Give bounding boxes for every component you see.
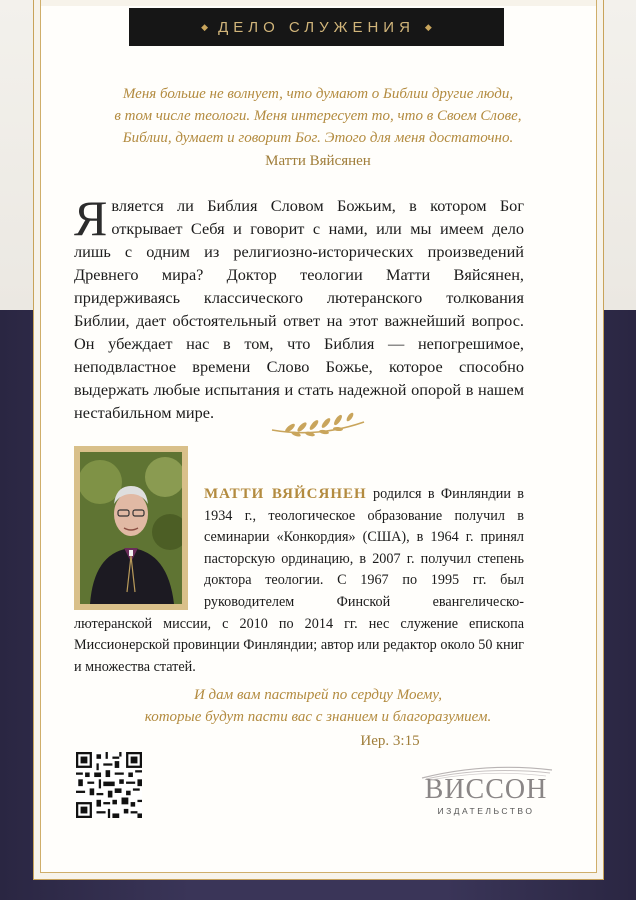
top-quote-author: Матти Вяйсянен (265, 153, 371, 169)
series-title: ДЕЛО СЛУЖЕНИЯ (218, 18, 415, 36)
diamond-ornament-icon: ◆ (424, 21, 432, 32)
bottom-quote-reference: Иер. 3:15 (360, 733, 420, 749)
publisher-name: ВИССОН (424, 774, 548, 805)
top-quote-line: в том числе теологи. Меня интересует то, что в Своем Слове, (114, 108, 522, 124)
author-bio-text: родился в Финляндии в 1934 г., теологическое образование получил в семинарии «Конкордия» (США), в 1964 г. принял пасторскую ординацию, в 2007 г. получил степень доктора теологии. С 1967 по 1995 гг. был руководителем Финской евангелическо-лютеранской миссии, с 2010 по 2014 гг. нес служение епископа Миссионерской провинции Финляндии; автор или редактор около 50 книг и множества статей. (74, 486, 524, 675)
qr-code-icon (76, 752, 142, 818)
logo-swoosh-icon (416, 764, 556, 780)
top-quote-line: Меня больше не волнует, что думают о Библии другие люди, (122, 86, 514, 102)
annotation-text: вляется ли Библия Словом Божьим, в котором Бог открывает Себя и говорит с нами, или мы имеем дело лишь с одним из религиозно-исторических произведений Древнего мира? Доктор теологии Матти Вяйсянен, придерживаясь классического лютеранского толкования Библии, дает обстоятельный ответ на этот важнейший вопрос. Он убеждает нас в том, что Библия — непогрешимое, неподвластное времени Слово Божье, которое способно выдержать любые испытания и стать надежной опорой в нашем нестабильном мире. (74, 196, 524, 422)
author-name: МАТТИ ВЯЙСЯНЕН (204, 486, 367, 502)
drop-cap: Я (74, 190, 108, 246)
series-title-bar (129, 8, 504, 46)
bottom-quote-line: которые будут пасти вас с знанием и благоразумием. (144, 709, 492, 725)
book-annotation (74, 190, 524, 424)
publisher-subtitle: ИЗДАТЕЛЬСТВО (437, 806, 535, 816)
top-quote-line: Библии, думает и говорит Бог. Этого для меня достаточно. (122, 130, 514, 146)
bottom-quote-line: И дам вам пастырей по сердцу Моему, (193, 687, 443, 703)
laurel-divider-icon (268, 408, 368, 440)
author-bio (74, 484, 524, 678)
publisher-logo (416, 760, 556, 830)
diamond-ornament-icon: ◆ (201, 21, 209, 32)
